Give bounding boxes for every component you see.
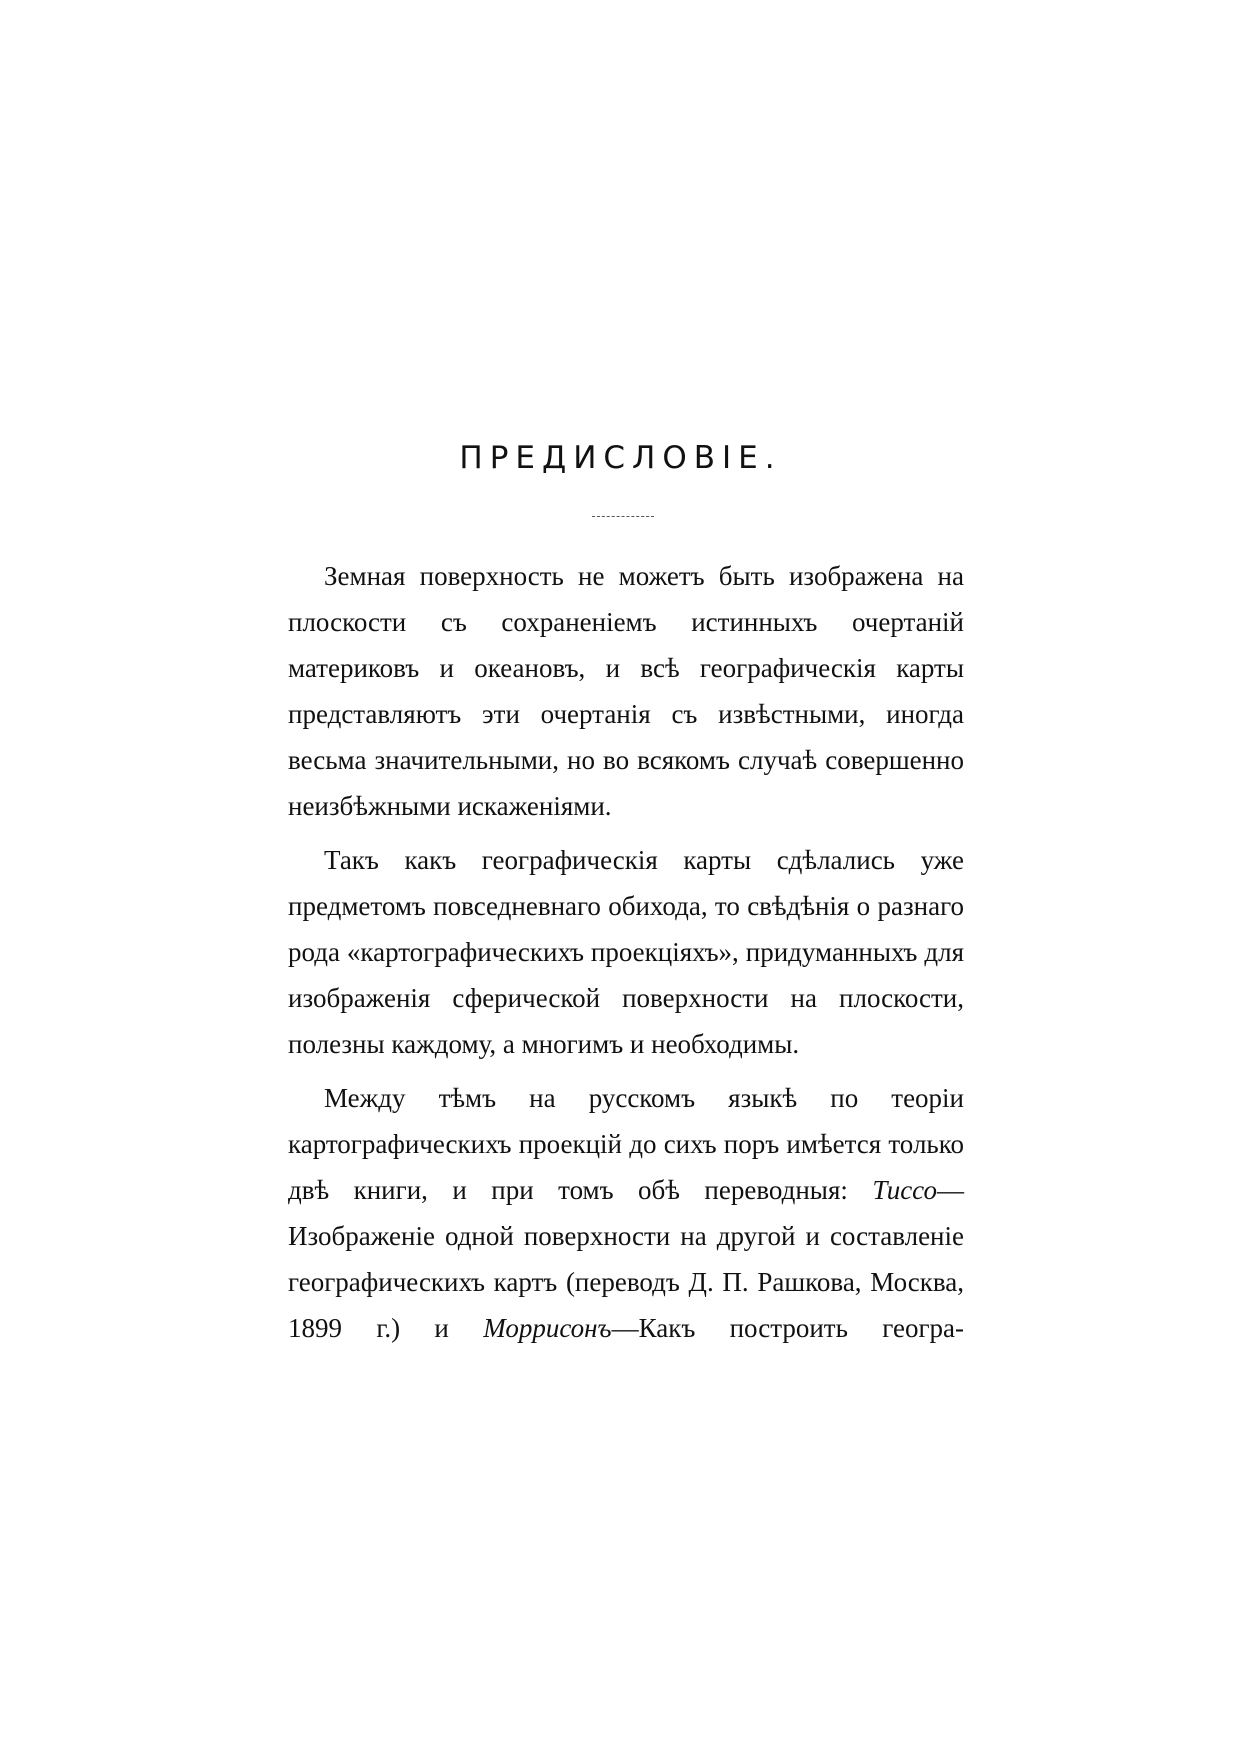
author-morrison: Моррисонъ — [483, 1313, 612, 1343]
paragraph-3-part-3: —Какъ построить геогра- — [611, 1313, 964, 1343]
author-tissot: Тиссо — [872, 1175, 937, 1205]
page-title: ПРЕДИСЛОВІЕ. — [459, 440, 782, 476]
paragraph-2: Такъ какъ географическія карты сдѣлались уже предметомъ повседневнаго обихода, то свѣдѣнія о разнаго рода «картографическихъ проекціяхъ», придуманныхъ для изображенія сферической поверхности на плоскости, полезны каждому, а многимъ и необходимы. — [288, 845, 964, 1059]
title-divider — [592, 516, 654, 517]
paragraph-3 — [288, 1075, 964, 1351]
paragraph-3-part-2: —Изображеніе одной поверхности на другой и составленіе географическихъ картъ (переводъ Д. П. Рашкова, Москва, 1899 г.) и — [288, 1175, 964, 1343]
paragraph-1: Земная поверхность не можетъ быть изображена на плоскости съ сохраненіемъ истинныхъ очертаній материковъ и океановъ, и всѣ географическія карты представляютъ эти очертанія съ извѣстными, иногда весьма значительными, но во всякомъ случаѣ совершенно неизбѣжными искаженіями. — [288, 561, 964, 821]
preface-text — [288, 553, 964, 1359]
paragraph-3-part-1: Между тѣмъ на русскомъ языкѣ по теоріи картографическихъ проекцій до сихъ поръ имѣется только двѣ книги, и при томъ обѣ переводныя: — [288, 1083, 964, 1205]
